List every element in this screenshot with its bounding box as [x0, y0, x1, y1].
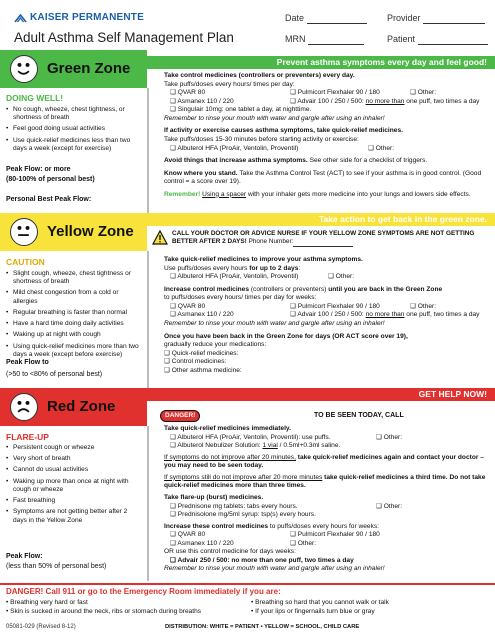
- footer-danger-line: DANGER! Call 911 or go to the Emergency Room immediately if you are:: [6, 587, 281, 596]
- green-peak-pct: (80-100% of personal best): [6, 176, 95, 183]
- footer-divider: [0, 583, 495, 585]
- advair-checkbox[interactable]: ❑ Advair 100 / 250 / 500: no more than one puff, two times a day: [290, 311, 479, 320]
- other-checkbox[interactable]: ❑ Other:: [290, 540, 316, 549]
- other-checkbox[interactable]: ❑ Other:: [376, 434, 402, 443]
- nebulizer-checkbox[interactable]: ❑ Albuterol Nebulizer Solution: 1 vial / 0.5ml+0.3ml saline.: [164, 442, 490, 451]
- footer-list: [6, 599, 486, 616]
- know-where-title: Know where you stand.: [164, 169, 238, 177]
- red-r5-or: OR use this control medicine for days weeks:: [164, 548, 296, 556]
- asmanex-checkbox[interactable]: ❑ Asmanex 110 / 220: [170, 98, 290, 107]
- personal-best-label: Personal Best Peak Flow:: [6, 196, 92, 203]
- list-item: • Feel good doing usual activities: [6, 125, 138, 133]
- list-item: • Slight cough, wheeze, chest tightness or shortness of breath: [6, 270, 144, 286]
- green-subhead: DOING WELL!: [6, 93, 64, 103]
- neutral-face-icon: [10, 218, 38, 246]
- list-item: • Cannot do usual activities: [6, 466, 138, 474]
- yellow-zone-title: Yellow Zone: [47, 222, 134, 240]
- list-item: • Symptoms are not getting better after 2 days in the Yellow Zone: [6, 508, 138, 524]
- yellow-r1-title: Take quick-relief medicines to improve your asthma symptoms.: [164, 256, 363, 263]
- avoid-triggers-text: See other side for a checklist of triggers.: [307, 157, 428, 165]
- asmanex-checkbox[interactable]: ❑ Asmanex 110 / 220: [170, 311, 290, 320]
- yellow-zone-band: Take action to get back in the green zone.: [147, 213, 495, 226]
- red-rinse-note: Remember to rinse your mouth with water and gargle after using an inhaler!: [164, 565, 385, 573]
- yellow-rinse-note: Remember to rinse your mouth with water and gargle after using an inhaler!: [164, 319, 385, 327]
- pulmicort-checkbox[interactable]: ❑ Pulmicort Flexhaler 90 / 180: [290, 303, 410, 312]
- mrn-label: MRN: [285, 34, 306, 44]
- distribution-text: DISTRIBUTION: WHITE = PATIENT • YELLOW = SCHOOL, CHILD CARE: [165, 624, 360, 630]
- provider-label: Provider: [387, 13, 421, 23]
- yellow-instructions: Take quick-relief medicines to improve your asthma symptoms. Use puffs/doses every hours for up to 2 days: ❑ Albuterol HFA (ProAir, Ventolin, Proventil) ❑ Other: Increase control medicines (controllers or preventers) until you are back in the Green Zone to puffs/doses every hours/ times per day for weeks: ❑ QVAR 80 ❑ Pulmicort Flexhaler 90 / 180 ❑ Other: ❑ Asmanex 110 / 220 ❑ Advair 100 / 250 / 500: no more than one puff, two times a day Remember to rinse your mouth with water and gargle after using an inhaler! Once you have been back in the Green Zone for days (OR ACT score over 19), gradually reduce your medications: ❑ Quick-relief medicines: ❑ Control medicines: ❑ Other asthma medicine:: [164, 256, 490, 375]
- red-r4-title: Take flare-up (burst) medicines.: [164, 493, 264, 501]
- list-item: • Mild chest congestion from a cold or allergies: [6, 289, 144, 305]
- green-r1-sub: Take puffs/doses every hours/ times per day:: [164, 80, 295, 88]
- other-checkbox[interactable]: ❑ Other:: [328, 273, 354, 282]
- list-item: • Breathing so hard that you cannot walk or talk: [251, 599, 389, 606]
- red-instructions: [164, 425, 490, 574]
- other-checkbox[interactable]: ❑ Other:: [410, 89, 436, 98]
- green-zone-header: [0, 50, 147, 88]
- warning-icon: [152, 230, 168, 249]
- avoid-triggers-title: Avoid things that increase asthma symptoms.: [164, 157, 308, 165]
- prednisolone-checkbox[interactable]: ❑ Prednisolone mg/5ml syrup: tsp(s) every hours.: [164, 511, 490, 520]
- page-title: Adult Asthma Self Management Plan: [14, 30, 234, 45]
- know-where-text: Take the Asthma Control Test (ACT) to see if your asthma is in good control. (Good control = a score over 19).: [164, 169, 482, 186]
- red-r2-a: If symptoms do not improve after 20 minutes,: [164, 453, 296, 461]
- green-rinse-note: Remember to rinse your mouth with water and gargle after using an inhaler!: [164, 114, 385, 122]
- remember-label: Remember!: [164, 190, 201, 198]
- yellow-r2-sub: to puffs/doses every hours/ times per day for weeks:: [164, 294, 317, 302]
- yellow-r1-sub-b: for up to 2 days: [249, 264, 299, 272]
- qvar-checkbox[interactable]: ❑ QVAR 80: [170, 303, 290, 312]
- yellow-zone-header: [0, 213, 147, 251]
- yellow-peak-pct: (>50 to <80% of personal best): [6, 371, 103, 378]
- list-item: • Waking up more than once at night with cough or wheeze: [6, 478, 138, 494]
- yellow-subhead: CAUTION: [6, 257, 45, 267]
- control-med-checkbox[interactable]: ❑ Control medicines:: [164, 358, 490, 367]
- mrn-field[interactable]: [285, 34, 364, 45]
- sad-face-icon: [10, 393, 38, 421]
- red-r3-b: take quick-relief medicines a third time. Do not take quick-relief medicines more than three times.: [164, 473, 486, 490]
- other-checkbox[interactable]: ❑ Other:: [376, 503, 402, 512]
- yellow-r1-sub-a: Use puffs/doses every hours: [164, 264, 250, 272]
- red-r2-b: take quick-relief medicines again and contact your doctor – you may need to be seen today.: [164, 453, 484, 470]
- logo-text: KAISER PERMANENTE: [30, 12, 144, 23]
- red-r1-title: Take quick-relief medicines immediately.: [164, 425, 291, 432]
- advair-checkbox[interactable]: ❑ Advair 100 / 250 / 500: no more than one puff, two times a day: [290, 98, 479, 107]
- column-divider: [147, 251, 149, 388]
- provider-field[interactable]: [387, 13, 485, 24]
- asmanex-checkbox[interactable]: ❑ Asmanex 110 / 220: [170, 540, 290, 549]
- list-item: • Have a hard time doing daily activities: [6, 320, 144, 328]
- green-r2-title: If activity or exercise causes asthma symptoms, take quick-relief medicines.: [164, 127, 403, 135]
- list-item: • Persistent cough or wheeze: [6, 444, 138, 452]
- quick-relief-checkbox[interactable]: ❑ Quick-relief medicines:: [164, 350, 490, 359]
- red-r5-sub: to puffs/doses every hours for weeks:: [268, 522, 380, 530]
- singulair-checkbox[interactable]: ❑ Singulair 10mg: one tablet a day, at nighttime.: [164, 106, 490, 115]
- column-divider: [147, 88, 149, 213]
- other-checkbox[interactable]: ❑ Other:: [410, 303, 436, 312]
- list-item: • If your lips or fingernails turn blue or gray: [251, 607, 375, 615]
- pulmicort-checkbox[interactable]: ❑ Pulmicort Flexhaler 90 / 180: [290, 531, 380, 540]
- date-label: Date: [285, 13, 305, 23]
- form-code: 05081-029 (Revised 8-12): [6, 624, 76, 630]
- albuterol-checkbox[interactable]: ❑ Albuterol HFA (ProAir, Ventolin, Proventil): [170, 273, 328, 282]
- column-divider: [147, 426, 149, 581]
- green-r2-sub: Take puffs/doses 15-30 minutes before starting activity or exercise:: [164, 135, 359, 143]
- red-peak-pct: (less than 50% of personal best): [6, 563, 107, 570]
- yellow-r2-c: until you are back in the Green Zone: [328, 285, 443, 293]
- red-symptom-list: [6, 444, 138, 528]
- patient-label: Patient: [387, 34, 416, 44]
- other-checkbox[interactable]: ❑ Other:: [368, 145, 394, 154]
- green-instructions: [164, 72, 490, 199]
- albuterol-checkbox[interactable]: ❑ Albuterol HFA (ProAir, Ventolin, Proventil): [170, 145, 368, 154]
- green-symptom-list: [6, 106, 138, 156]
- remember-text: with your inhaler gets more medicine into your lungs and lowers side effects.: [246, 190, 471, 198]
- list-item: • Use quick-relief medicines less than two days a week (except for exercise): [6, 137, 138, 153]
- advair-checkbox[interactable]: ❑ Advair 250 / 500: no more than one puff, two times a day: [164, 557, 490, 566]
- red-zone-header: [0, 388, 147, 426]
- yellow-peak-flow: Peak Flow to: [6, 359, 49, 366]
- list-item: • Breathing very hard or fast: [6, 599, 88, 606]
- list-item: • Waking up at night with cough: [6, 331, 144, 339]
- green-zone-band: Prevent asthma symptoms every day and feel good!: [147, 56, 495, 69]
- qvar-checkbox[interactable]: ❑ QVAR 80: [170, 531, 290, 540]
- pulmicort-checkbox[interactable]: ❑ Pulmicort Flexhaler 90 / 180: [290, 89, 410, 98]
- list-item: • Using quick-relief medicines more than two days a week (except before exercise): [6, 343, 144, 359]
- green-r1-title: Take control medicines (controllers or preventers) every day.: [164, 72, 355, 79]
- list-item: • Regular breathing is faster than normal: [6, 309, 144, 317]
- yellow-r3-title: Once you have been back in the Green Zone for days (OR ACT score over 19),: [164, 332, 408, 340]
- green-peak-flow: Peak Flow: or more: [6, 166, 71, 173]
- red-zone-band: GET HELP NOW!: [147, 388, 495, 401]
- yellow-call-text: CALL YOUR DOCTOR OR ADVICE NURSE IF YOUR YELLOW ZONE SYMPTOMS ARE NOT GETTING BETTER AFTER 2 DAYS! Phone Number:: [172, 230, 475, 246]
- yellow-r3-sub: gradually reduce your medications:: [164, 341, 267, 349]
- prednisone-checkbox[interactable]: ❑ Prednisone mg tablets: tabs every hours.: [170, 503, 376, 512]
- list-item: • Very short of breath: [6, 455, 138, 463]
- green-zone-title: Green Zone: [47, 59, 131, 77]
- date-field[interactable]: [285, 13, 367, 24]
- happy-face-icon: [10, 55, 38, 83]
- yellow-r2-b: (controllers or preventers): [249, 285, 329, 293]
- yellow-r2-a: Increase control medicines: [164, 285, 250, 293]
- logo-mark-icon: [14, 14, 27, 23]
- red-r3-a: If symptoms still do not improve after 20 more minutes: [164, 473, 323, 481]
- seen-today-text: TO BE SEEN TODAY, CALL: [314, 412, 404, 419]
- kaiser-logo: [14, 12, 144, 25]
- list-item: • Skin is sucked in around the neck, ribs or stomach during breaths: [6, 607, 202, 615]
- patient-field[interactable]: [387, 34, 488, 45]
- list-item: • Fast breathing: [6, 497, 138, 505]
- spacer-text: Using a spacer: [202, 190, 247, 198]
- qvar-checkbox[interactable]: ❑ QVAR 80: [170, 89, 290, 98]
- red-subhead: FLARE-UP: [6, 432, 49, 442]
- yellow-symptom-list: [6, 270, 144, 362]
- danger-badge: DANGER!: [160, 410, 200, 422]
- albuterol-checkbox[interactable]: ❑ Albuterol HFA (ProAir, Ventolin, Proventil): use puffs.: [170, 434, 376, 443]
- list-item: • No cough, wheeze, chest tightness, or shortness of breath: [6, 106, 138, 122]
- red-peak-flow: Peak Flow:: [6, 553, 43, 560]
- red-r5-title: Increase these control medicines: [164, 522, 269, 530]
- red-zone-title: Red Zone: [47, 397, 116, 415]
- other-med-checkbox[interactable]: ❑ Other asthma medicine:: [164, 367, 490, 376]
